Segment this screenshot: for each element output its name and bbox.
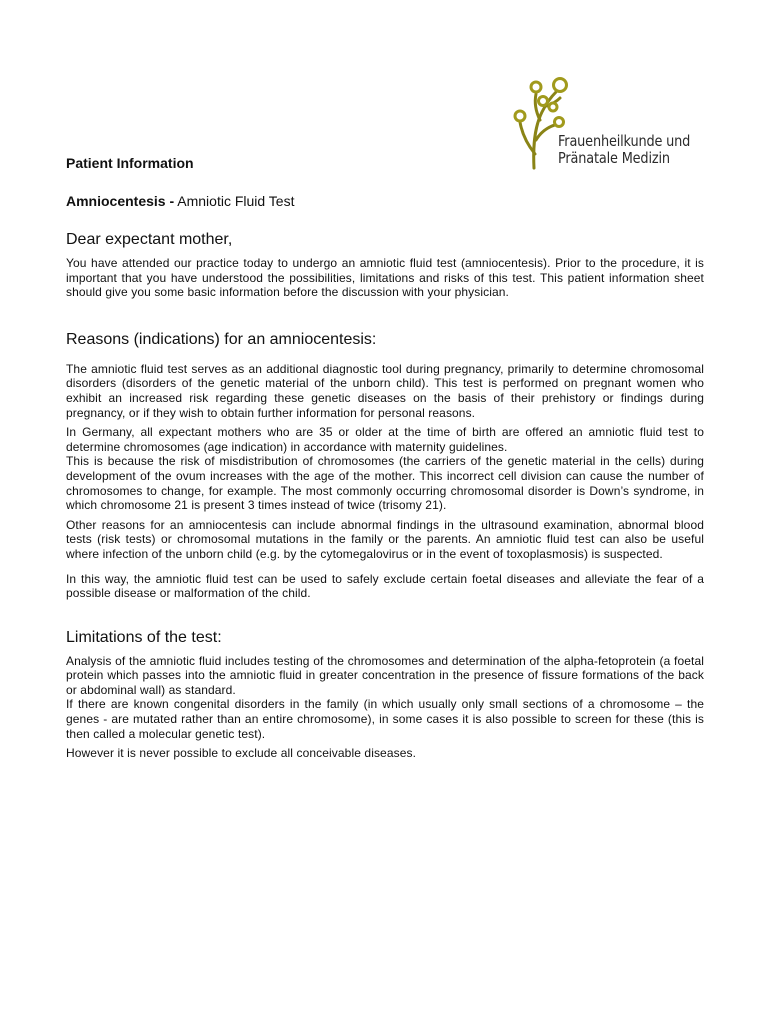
limitations-paragraph-3: However it is never possible to exclude all conceivable diseases. <box>66 746 417 761</box>
practice-name-line1: Frauenheilkunde und <box>558 132 691 150</box>
limitations-heading: Limitations of the test: <box>66 628 222 646</box>
greeting: Dear expectant mother, <box>66 231 233 248</box>
intro-paragraph: You have attended our practice today to undergo an amniotic fluid test (amniocentesis). Prior to the procedure, it is important that you have understood the possibilities, limitations and risks of this test. This patient information sheet should give you some basic information before the discussion with your physician. <box>66 256 704 300</box>
reasons-paragraph-1: The amniotic fluid test serves as an additional diagnostic tool during pregnancy, primarily to determine chromosomal disorders (disorders of the genetic material of the unborn child). This test is performed on pregnant women who exhibit an increased risk regarding these genetic diseases on the basis of their prehistory or findings during pregnancy, or if they wish to obtain further information for personal reasons. <box>66 361 704 420</box>
document-title-strong: Amniocentesis - <box>66 193 175 209</box>
practice-name-line2: Pränatale Medizin <box>558 149 670 167</box>
limitations-paragraph-1: Analysis of the amniotic fluid includes testing of the chromosomes and determination of the alpha-fetoprotein (a foetal protein which passes into the amniotic fluid in greater concentration in the presence of fissure formations of the back or abdominal wall) as standard. <box>66 653 704 697</box>
limitations-paragraph-2: If there are known congenital disorders in the family (in which usually only small sections of a chromosome – the genes - are mutated rather than an entire chromosome), in some cases it is also possible to screen for these (this is then called a molecular genetic test). <box>66 697 704 741</box>
reasons-paragraph-5: In this way, the amniotic fluid test can be used to safely exclude certain foetal diseases and alleviate the fear of a possible disease or malformation of the child. <box>66 571 704 601</box>
document-title-rest: Amniotic Fluid Test <box>174 193 295 209</box>
document-body <box>66 154 704 766</box>
reasons-paragraph-4: Other reasons for an amniocentesis can include abnormal findings in the ultrasound examination, abnormal blood tests (risk tests) or chromosomal mutations in the family or the parents. An amniotic fluid test can also be useful where infection of the unborn child (e.g. by the cytomegalovirus or in the event of toxoplasmosis) is suspected. <box>66 517 704 561</box>
document-type: Patient Information <box>66 155 194 171</box>
reasons-paragraph-3: This is because the risk of misdistribution of chromosomes (the carriers of the genetic material in the cells) during development of the ovum increases with the age of the mother. This incorrect cell division can cause the number of chromosomes to change, for example. The most commonly occurring chromosomal disorder is Down’s syndrome, in which chromosome 21 is present 3 times instead of twice (trisomy 21). <box>66 454 704 513</box>
document-title <box>66 192 704 210</box>
reasons-heading: Reasons (indications) for an amniocentesis: <box>66 330 377 348</box>
reasons-paragraph-2: In Germany, all expectant mothers who are 35 or older at the time of birth are offered an amniotic fluid test to determine chromosomes (age indication) in accordance with maternity guidelines. <box>66 425 704 454</box>
